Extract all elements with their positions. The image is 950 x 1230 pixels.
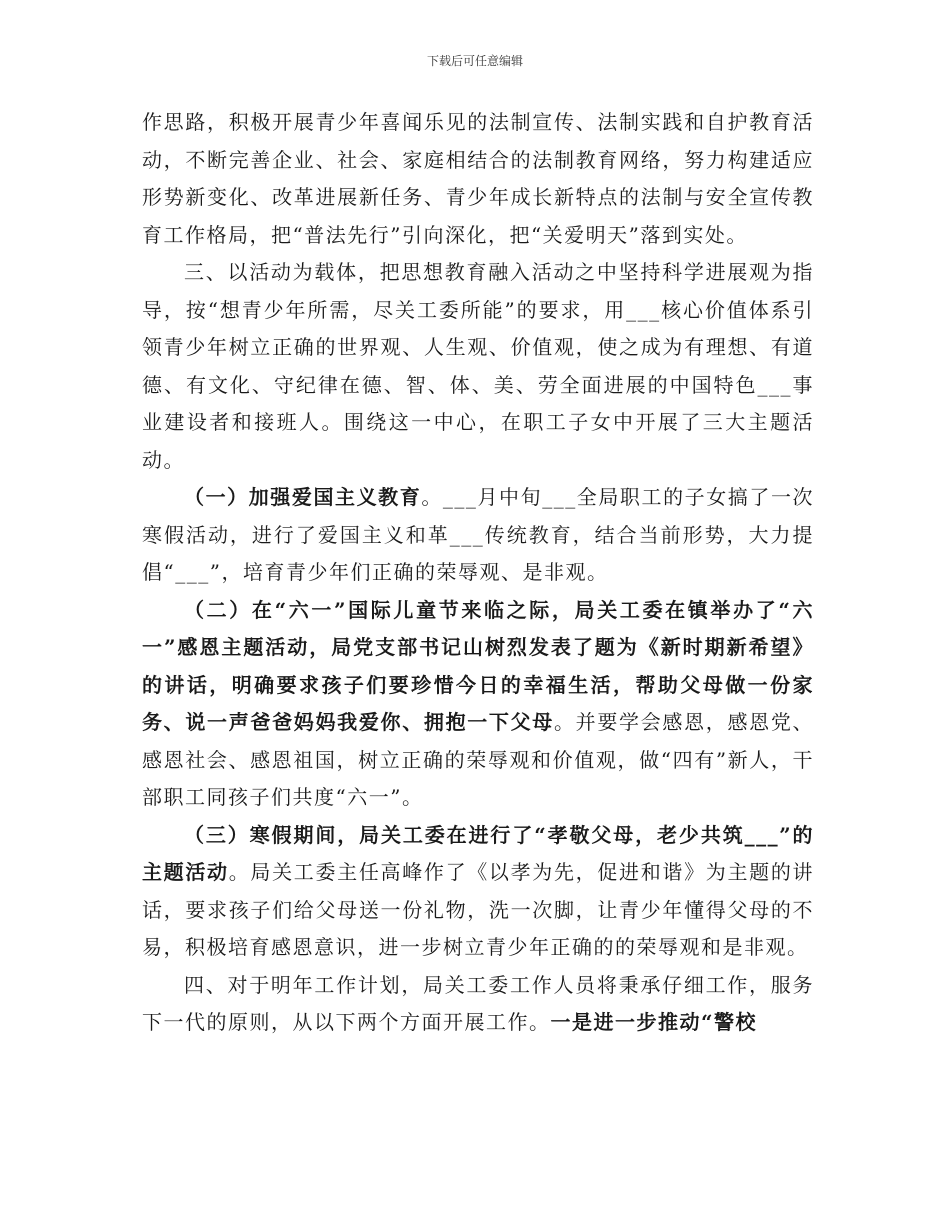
paragraph-5 <box>142 817 814 967</box>
document-body <box>142 104 814 1042</box>
paragraph-4-text: 。并要学会感恩，感恩党、感恩社会、感恩祖国，树立正确的荣辱观和价值观，做“四有”新人，干部职工同孩子们共度“六一”。 <box>142 710 815 809</box>
paragraph-5-text: 。局关工委主任高峰作了《以孝为先，促进和谐》为主题的讲话，要求孩子们给父母送一份礼物，洗一次脚，让青少年懂得父母的不易，积极培育感恩意识，进一步树立青少年正确的的荣辱观和是非观。 <box>142 860 815 959</box>
paragraph-4-heading: （二）在“六一”国际儿童节来临之际，局关工委在镇举办了“六一”感恩主题活动，局党支部书记山树烈发表了题为《新时期新希望》的讲话，明确要求孩子们要珍惜今日的幸福生活，帮助父母做一份家务、说一声爸爸妈妈我爱你、拥抱一下父母 <box>142 597 814 734</box>
paragraph-1-text: 作思路，积极开展青少年喜闻乐见的法制宣传、法制实践和自护教育活动，不断完善企业、社会、家庭相结合的法制教育网络，努力构建适应形势新变化、改革进展新任务、青少年成长新特点的法制与安全宣传教育工作格局，把“普法先行”引向深化，把“关爱明天”落到实处。 <box>142 110 814 247</box>
paragraph-5-heading: （三）寒假期间，局关工委在进行了“孝敬父母，老少共筑___”的主题活动 <box>142 822 814 884</box>
paragraph-3 <box>142 479 814 592</box>
paragraph-6-text: 四、对于明年工作计划，局关工委工作人员将秉承仔细工作，服务下一代的原则，从以下两个方面开展工作。 <box>142 972 814 1034</box>
paragraph-3-heading: （一）加强爱国主义教育 <box>184 485 422 509</box>
paragraph-3-text: 。___月中旬___全局职工的子女搞了一次寒假活动，进行了爱国主义和革___传统教育，结合当前形势，大力提倡“___”，培育青少年们正确的荣辱观、是非观。 <box>142 485 815 584</box>
paragraph-1 <box>142 104 814 254</box>
page-header: 下载后可任意编辑 <box>426 54 523 68</box>
paragraph-6 <box>142 967 814 1042</box>
paragraph-2-text: 三、以活动为载体，把思想教育融入活动之中坚持科学进展观为指导，按“想青少年所需，尽关工委所能”的要求，用___核心价值体系引领青少年树立正确的世界观、人生观、价值观，使之成为有理想、有道德、有文化、守纪律在德、智、体、美、劳全面进展的中国特色___事业建设者和接班人。围绕这一中心，在职工子女中开展了三大主题活动。 <box>142 260 814 472</box>
paragraph-2 <box>142 254 814 479</box>
paragraph-4 <box>142 592 814 817</box>
paragraph-6-bold-text: 一是进一步推动“警校 <box>550 1010 758 1034</box>
